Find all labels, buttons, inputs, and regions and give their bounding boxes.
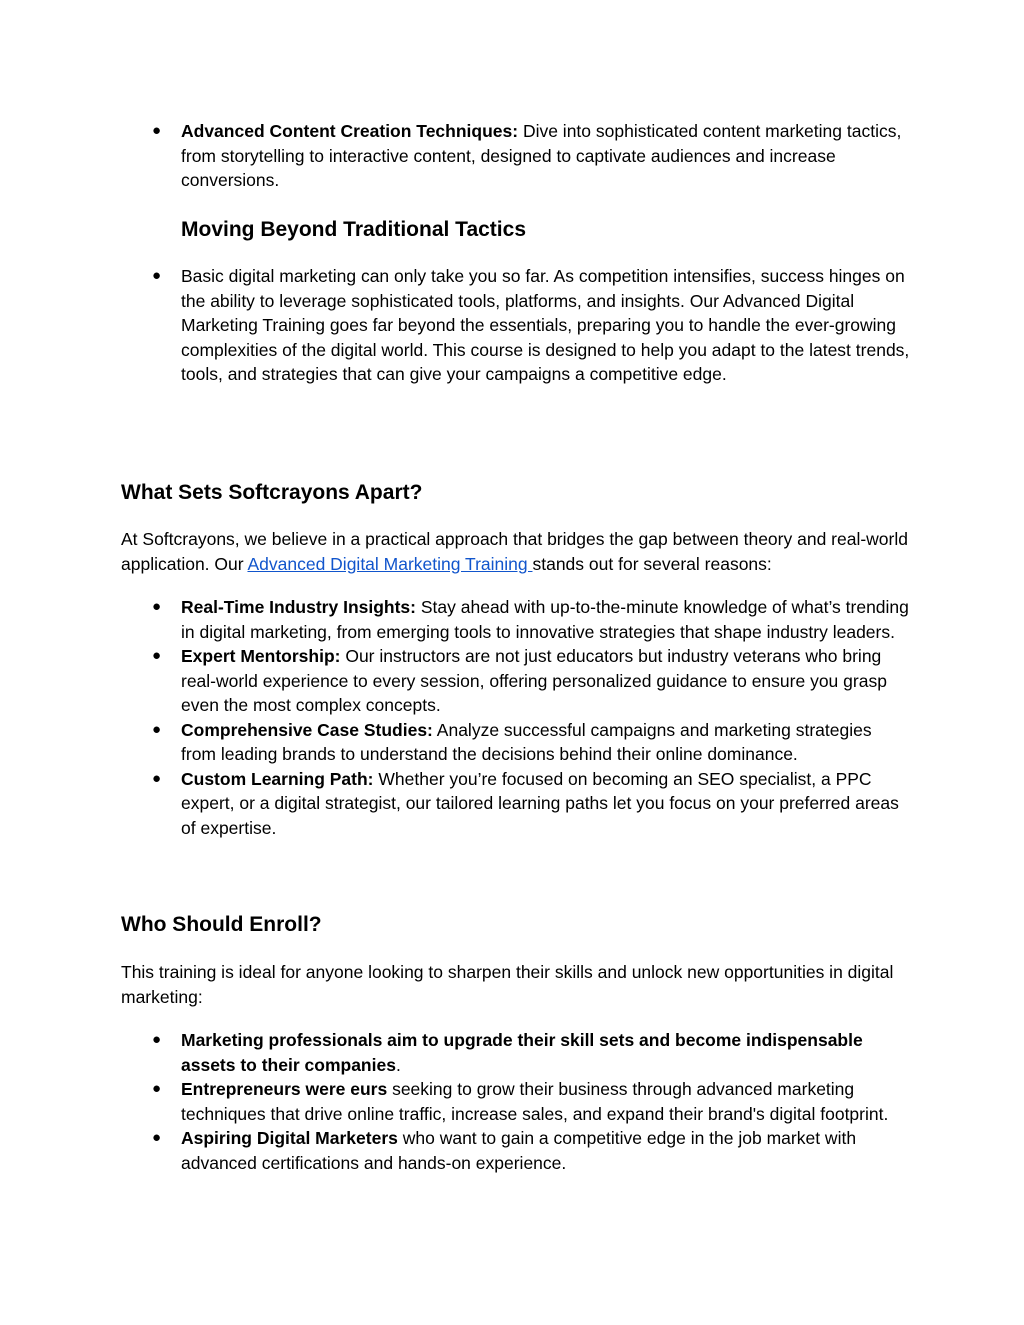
bullet-list-moving-beyond <box>121 264 911 387</box>
bullet-icon: ● <box>152 598 162 615</box>
bullet-icon: ● <box>152 1080 162 1097</box>
list-item-bold: Custom Learning Path: <box>181 768 374 789</box>
list-item-bold: Real-Time Industry Insights: <box>181 597 416 617</box>
list-item-bold: Advanced Content Creation Techniques: <box>181 121 519 141</box>
bullet-icon: ● <box>152 1031 162 1048</box>
list-item-text: Our instructors are not just educators but industry veterans who bring real-world experience to every session, offering personalized guidance to ensure you grasp even the most complex concepts. <box>181 646 887 715</box>
bullet-icon: ● <box>152 720 162 738</box>
list-item-text: Whether you’re focused on becoming an SEO specialist, a PPC expert, or a digital strategist, our tailored learning paths let you focus on your preferred areas of expertise. <box>181 768 899 838</box>
intro-text-after: stands out for several reasons: <box>532 553 772 574</box>
list-item-text: Analyze successful campaigns and marketing strategies from leading brands to understand the decisions behind their online dominance. <box>181 719 872 764</box>
list-item-text: seeking to grow their business through advanced marketing techniques that drive online traffic, increase sales, and expand their brand's digital footprint. <box>181 1079 889 1124</box>
bullet-icon: ● <box>152 1129 162 1146</box>
list-item <box>121 595 911 644</box>
list-item-text: Dive into sophisticated content marketing tactics, from storytelling to interactive content, designed to captivate audiences and increase conversions. <box>181 121 902 190</box>
heading-who-should-enroll: Who Should Enroll? <box>121 913 322 936</box>
list-item-bold: Marketing professionals aim to upgrade their skill sets and become indispensable assets to their companies <box>181 1030 863 1075</box>
bullet-icon: ● <box>152 769 162 787</box>
list-item-text: Stay ahead with up-to-the-minute knowledge of what’s trending in digital marketing, from emerging tools to innovative strategies that shape industry leaders. <box>181 597 909 642</box>
intro-paragraph-enroll: This training is ideal for anyone looking to sharpen their skills and unlock new opportunities in digital marketing: <box>121 962 894 1007</box>
list-item-bold: Entrepreneurs were eurs <box>181 1079 388 1099</box>
bullet-list-content-techniques <box>121 119 911 193</box>
list-item <box>121 1077 911 1126</box>
list-item <box>121 264 911 387</box>
list-item <box>121 718 911 767</box>
list-item <box>121 119 911 193</box>
list-item <box>121 644 911 718</box>
bullet-icon: ● <box>152 267 162 284</box>
intro-paragraph-softcrayons <box>121 527 911 576</box>
list-item <box>121 1126 911 1175</box>
list-item-text: Basic digital marketing can only take you so far. As competition intensifies, success hinges on the ability to leverage sophisticated tools, platforms, and insights. Our Advanced Digital Marketing Training goes far beyond the essentials, preparing you to handle the ever-growing complexities of the digital world. This course is designed to help you adapt to the latest trends, tools, and strategies that can give your campaigns a competitive edge. <box>181 266 910 384</box>
list-item <box>121 767 911 841</box>
heading-what-sets-apart: What Sets Softcrayons Apart? <box>121 481 423 504</box>
bullet-icon: ● <box>152 647 162 664</box>
subheading-moving-beyond: Moving Beyond Traditional Tactics <box>181 218 526 241</box>
list-item-text: . <box>395 1054 401 1075</box>
bullet-list-audience <box>121 1028 911 1175</box>
advanced-training-link[interactable]: Advanced Digital Marketing Training <box>247 553 533 574</box>
bullet-icon: ● <box>152 122 162 139</box>
intro-text-before: At Softcrayons, we believe in a practical approach that bridges the gap between theory and real-world application. Our <box>121 529 908 574</box>
list-item-bold: Expert Mentorship: <box>181 646 341 666</box>
list-item-bold: Comprehensive Case Studies: <box>181 719 433 740</box>
bullet-list-reasons <box>121 595 911 840</box>
list-item <box>121 1028 911 1077</box>
list-item-bold: Aspiring Digital Marketers <box>181 1128 398 1148</box>
list-item-text: who want to gain a competitive edge in the job market with advanced certifications and hands-on experience. <box>181 1128 857 1173</box>
